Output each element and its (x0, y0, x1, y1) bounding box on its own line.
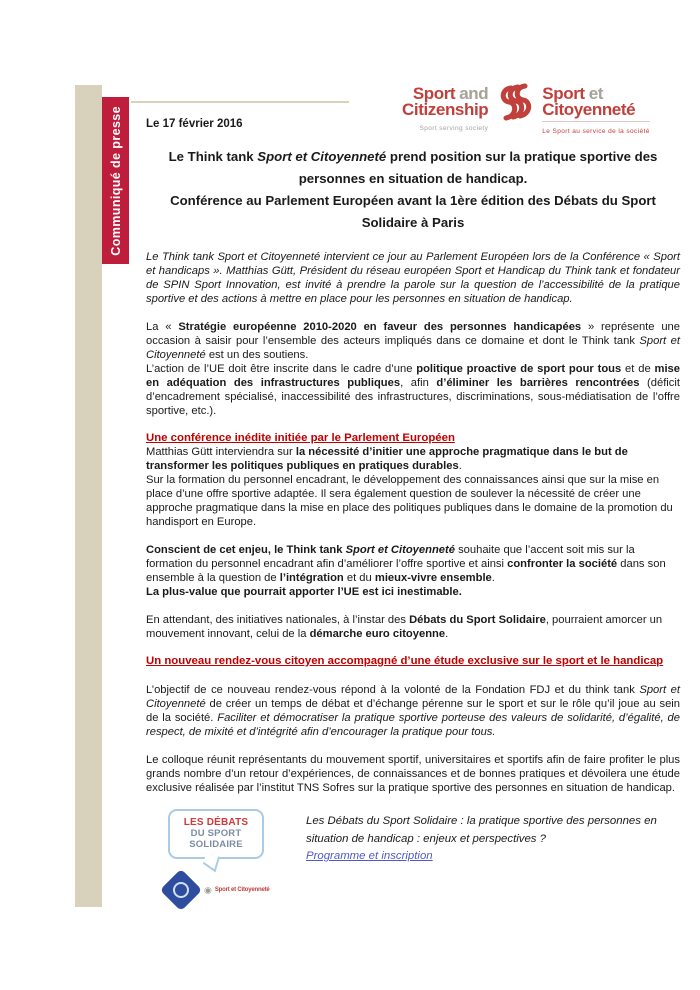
conference-paragraph: Matthias Gütt interviendra sur la nécessité d’initier une approche pragmatique dans le but de transformer les politiques publiques en pratiques durables. Sur la formation du personnel encadrant, le développement des connaissances ainsi que sur la mise en place d’une offre sportive adaptée. Il sera également question de soulever la nécessité de créer une approche pragmatique dans la mise en place des politiques publiques dans le domaine de la promotion du handisport en Europe. (146, 446, 673, 528)
event-caption (306, 809, 678, 905)
programme-inscription-link[interactable]: Programme et inscription (306, 850, 433, 862)
debats-sport-solidaire-logo (160, 809, 288, 905)
logo-fr-word-et: et (588, 84, 604, 103)
partner-mini-logo-text: Sport et Citoyenneté (214, 887, 270, 893)
left-accent-bar (75, 85, 102, 907)
fdj-diamond-logo (160, 869, 202, 911)
logo-fr-word-citoyennete: Citoyenneté (542, 100, 636, 119)
footer (146, 809, 680, 905)
press-release-side-banner (102, 97, 129, 264)
fdj-ring-icon (173, 882, 189, 898)
section-heading-rendez-vous: Un nouveau rendez-vous citoyen accompagné d’une étude exclusive sur le sport et le handicap (146, 655, 664, 667)
document-title: Le Think tank Sport et Citoyenneté prend position sur la pratique sportive des personnes en situation de handicap. Conférence au Parlement Européen avant la 1ère édition des Débats du Sport Solidaire à Paris (168, 149, 658, 230)
speech-bubble (168, 809, 264, 859)
event-caption-text: Les Débats du Sport Solidaire : la pratique sportive des personnes en situation de handicap : enjeux et perspectives ? (306, 815, 657, 845)
logo-en-word-and: and (459, 84, 489, 103)
press-release-label: Communiqué de presse (108, 105, 123, 256)
document-body (146, 118, 680, 905)
bubble-line-solidaire: SOLIDAIRE (189, 839, 243, 850)
section-heading-conference: Une conférence inédite initiée par le Parlement Européen (146, 432, 455, 444)
strategy-paragraph: La « Stratégie européenne 2010-2020 en faveur des personnes handicapées » représente une occasion à saisir pour l’ensemble des acteurs impliqués dans ce domaine et dont le Think tank Sport et Citoyenneté est un des soutiens. L’action de l’UE doit être inscrite dans le cadre d’une politique proactive de sport pour tous et de mise en adéquation des infrastructures publiques, afin d’éliminer les barrières rencontrées (déficit d’encadrement spécialisé, inaccessibilité des infrastructures, discriminations, sous-médiatisation de l’offre sportive, etc.). (146, 321, 681, 417)
header-divider-line (131, 101, 349, 103)
partner-mini-logo (204, 885, 270, 896)
partner-badge-icon: ◉ (204, 884, 212, 895)
logo-en-word-citizenship: Citizenship (402, 100, 489, 119)
colloque-paragraph: Le colloque réunit représentants du mouvement sportif, universitaires et sportifs afin de faire profiter le plus grands nombre d’un retour d’expériences, de connaissances et de bonnes pratiques et dévoilera une étude exclusive réalisée par l’institut TNS Sofres sur la pratique sportive des personnes en situation de handicap. (146, 754, 680, 794)
intro-paragraph: Le Think tank Sport et Citoyenneté intervient ce jour au Parlement Européen lors de la Conférence « Sport et handicaps ». Matthias Gütt, Président du réseau européen Sport et Handicap du Think tank et fondateur de SPIN Sport Innovation, est invité à prendre la parole sur la question de l’accessibilité de la pratique sportive et des actions à mettre en place pour les personnes en situation de handicap. (146, 251, 680, 305)
logo-fr-word-sport: Sport (542, 84, 585, 103)
footer-sublogos (166, 875, 288, 905)
document-date: Le 17 février 2016 (146, 118, 243, 130)
bubble-line-du-sport: DU SPORT (190, 828, 242, 839)
bubble-line-les-debats: LES DÉBATS (183, 817, 249, 828)
speech-bubble-tail (203, 849, 220, 873)
logo-fr-tagline: Le Sport au service de la société (542, 121, 650, 139)
attendant-paragraph: En attendant, des initiatives nationales, à l’instar des Débats du Sport Solidaire, pourraient amorcer un mouvement innovant, celui de la démarche euro citoyenne. (146, 614, 663, 640)
conscient-paragraph: Conscient de cet enjeu, le Think tank Sport et Citoyenneté souhaite que l’accent soit mis sur la formation du personnel encadrant afin d’améliorer l’offre sportive et ainsi confronter la société dans son ensemble à la question de l’intégration et du mieux-vivre ensemble. La plus-value que pourrait apporter l’UE est ici inestimable. (146, 544, 666, 598)
objectif-paragraph: L’objectif de ce nouveau rendez-vous répond à la volonté de la Fondation FDJ et du think tank Sport et Citoyenneté de créer un temps de débat et d’échange pérenne sur le sport et sur le rôle qu’il joue au sein de la société. Faciliter et démocratiser la pratique sportive porteuse des valeurs de solidarité, d’égalité, de respect, de mixité et d’intégrité afin d’encourager la pratique pour tous. (146, 684, 680, 738)
logo-en-word-sport: Sport (412, 84, 456, 103)
logo-en-tagline: Sport serving society (419, 125, 489, 132)
